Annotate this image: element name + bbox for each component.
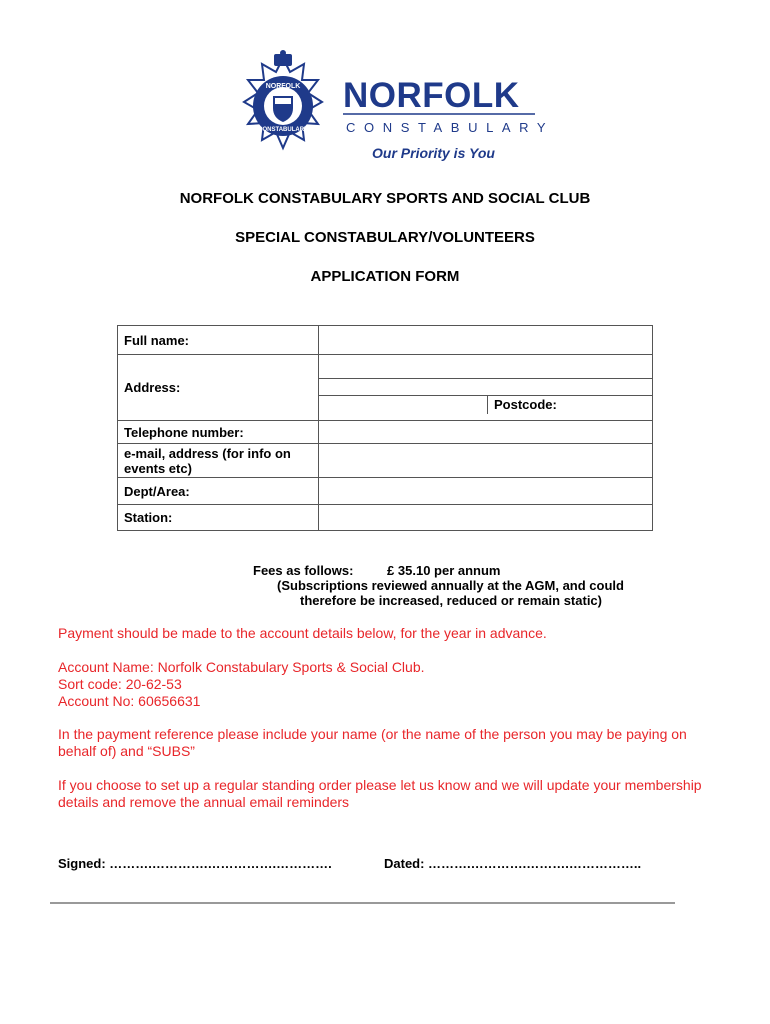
full-name-row	[118, 326, 653, 355]
dept-row	[118, 478, 653, 505]
telephone-field[interactable]	[319, 421, 653, 444]
account-details	[58, 659, 708, 710]
sort-code: Sort code: 20-62-53	[58, 676, 182, 692]
crest-badge-icon	[244, 50, 322, 148]
email-row	[118, 444, 653, 478]
station-row	[118, 505, 653, 531]
full-name-label: Full name:	[118, 326, 319, 355]
fees-note-2: therefore be increased, reduced or remain static)	[300, 593, 602, 608]
fees-label: Fees as follows:	[253, 563, 354, 578]
payment-intro: Payment should be made to the account details below, for the year in advance.	[58, 625, 547, 641]
address-line-1[interactable]	[319, 362, 652, 379]
brand-subtitle: CONSTABULARY	[346, 120, 555, 135]
email-label: e-mail, address (for info on events etc)	[118, 444, 319, 478]
standing-order-note: If you choose to set up a regular standing order please let us know and we will update your membership details and remove the annual email reminders	[58, 777, 702, 810]
account-name: Account Name: Norfolk Constabulary Sports & Social Club.	[58, 659, 425, 675]
fees-line	[0, 563, 770, 578]
dept-label: Dept/Area:	[118, 478, 319, 505]
address-row	[118, 355, 653, 421]
address-postcode-line	[319, 396, 652, 414]
telephone-row	[118, 421, 653, 444]
dept-field[interactable]	[319, 478, 653, 505]
telephone-label: Telephone number:	[118, 421, 319, 444]
payment-reference-note: In the payment reference please include your name (or the name of the person you may be paying on behalf of) and “SUBS”	[58, 726, 687, 759]
club-title: NORFOLK CONSTABULARY SPORTS AND SOCIAL CLUB	[179, 190, 591, 207]
station-label: Station:	[118, 505, 319, 531]
account-number: Account No: 60656631	[58, 693, 201, 709]
full-name-field[interactable]	[319, 326, 653, 355]
postcode-label: Postcode:	[494, 396, 557, 412]
badge-text-top: NORFOLK	[265, 83, 301, 90]
email-field[interactable]	[319, 444, 653, 478]
station-field[interactable]	[319, 505, 653, 531]
fees-amount: £ 35.10 per annum	[387, 563, 501, 578]
brand-tagline: Our Priority is You	[372, 145, 495, 161]
section-title: SPECIAL CONSTABULARY/VOLUNTEERS	[235, 229, 535, 246]
application-form-table	[117, 325, 653, 531]
footer-divider	[50, 902, 675, 904]
address-line-3[interactable]	[319, 396, 488, 414]
address-label: Address:	[118, 355, 319, 421]
fees-note-1: (Subscriptions reviewed annually at the AGM, and could	[277, 578, 624, 593]
signed-field[interactable]: Signed: ……….………….…………….………….	[58, 856, 332, 871]
dated-field[interactable]: Dated: ……….………….……….……………..	[384, 856, 642, 871]
brand-name: NORFOLK	[343, 76, 520, 115]
address-field[interactable]	[319, 355, 653, 421]
form-title: APPLICATION FORM	[310, 268, 460, 285]
fees-block	[0, 563, 770, 608]
badge-text-bottom: CONSTABULARY	[258, 127, 308, 133]
address-line-2[interactable]	[319, 379, 652, 396]
